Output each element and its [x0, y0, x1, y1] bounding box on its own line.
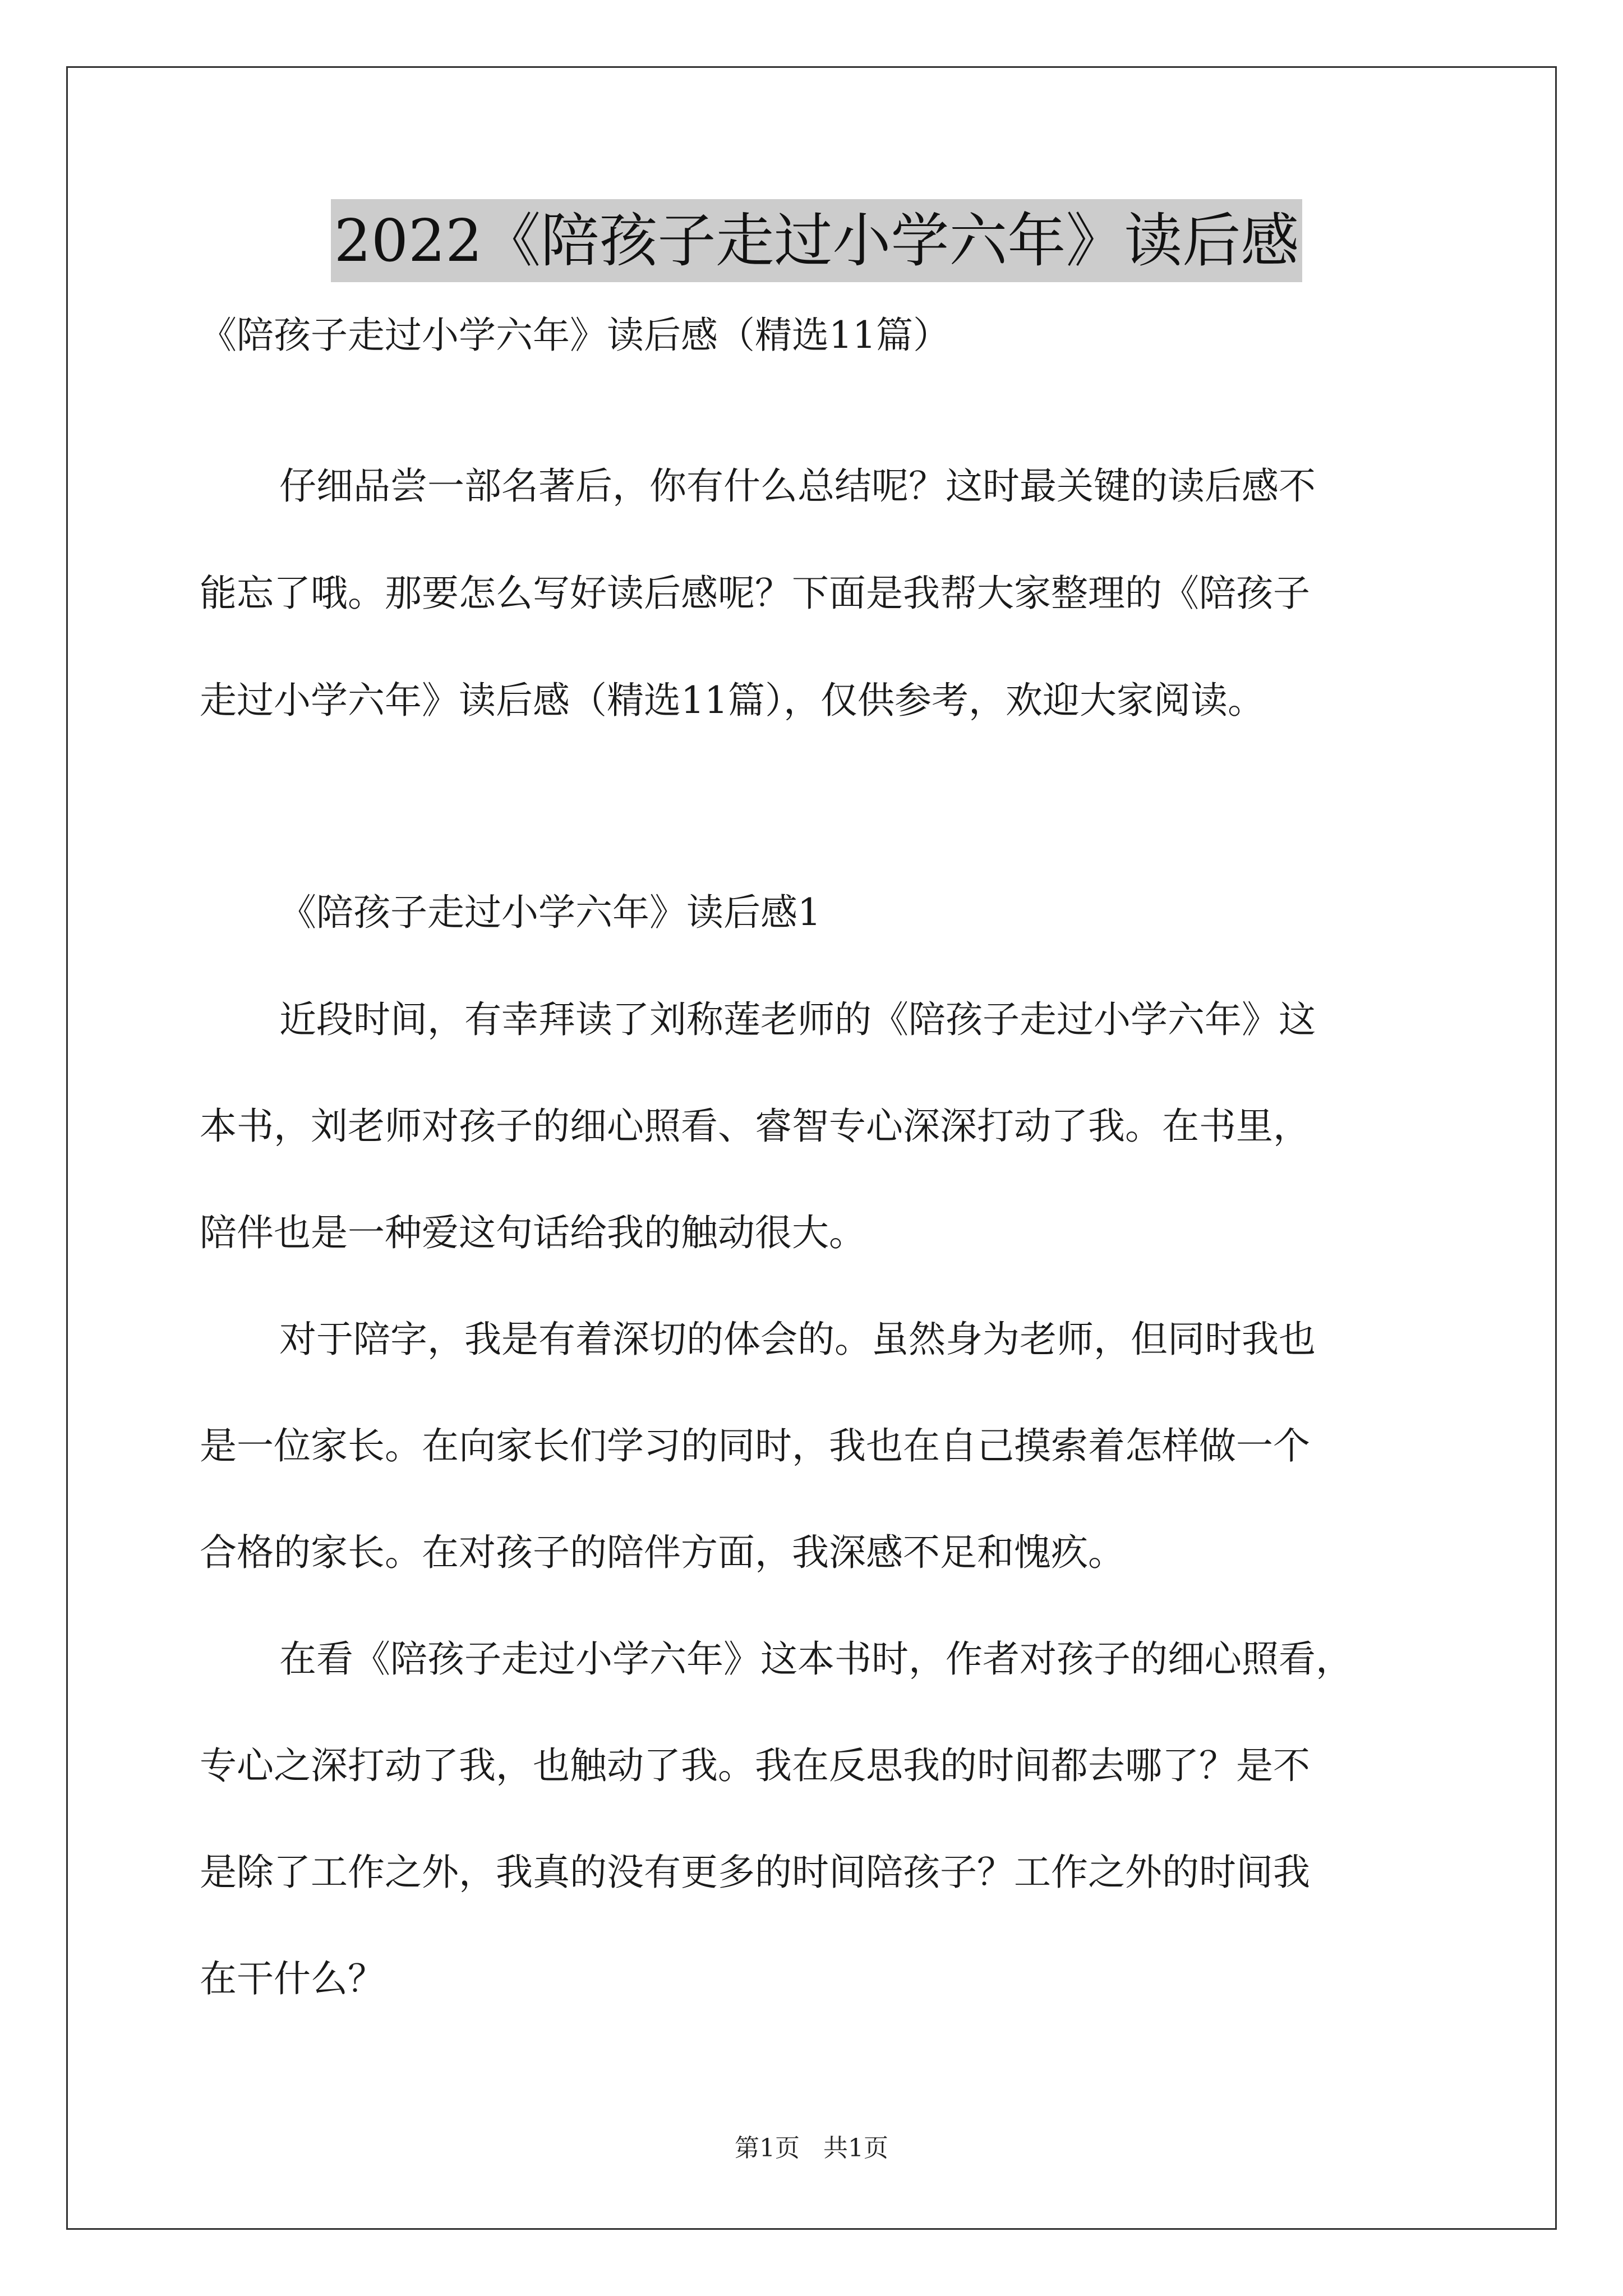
intro-line-2: 能忘了哦。那要怎么写好读后感呢？下面是我帮大家整理的《陪孩子 — [200, 572, 1310, 615]
paragraph3-line-4: 在干什么？ — [200, 1957, 385, 2000]
page-footer: 第1页 共1页 — [735, 2134, 888, 2162]
document-title: 2022《陪孩子走过小学六年》读后感 — [331, 199, 1303, 282]
paragraph3-line-2: 专心之深打动了我，也触动了我。我在反思我的时间都去哪了？是不 — [200, 1744, 1310, 1787]
document-subtitle: 《陪孩子走过小学六年》读后感（精选11篇） — [200, 314, 950, 357]
paragraph1-line-1: 近段时间，有幸拜读了刘称莲老师的《陪孩子走过小学六年》这 — [279, 998, 1316, 1041]
paragraph3-line-3: 是除了工作之外，我真的没有更多的时间陪孩子？工作之外的时间我 — [200, 1851, 1310, 1894]
intro-line-3: 走过小学六年》读后感（精选11篇），仅供参考，欢迎大家阅读。 — [200, 679, 1265, 722]
paragraph2-line-3: 合格的家长。在对孩子的陪伴方面，我深感不足和愧疚。 — [200, 1531, 1125, 1574]
intro-line-1: 仔细品尝一部名著后，你有什么总结呢？这时最关键的读后感不 — [279, 464, 1316, 508]
paragraph3-line-1: 在看《陪孩子走过小学六年》这本书时，作者对孩子的细心照看， — [279, 1637, 1353, 1681]
paragraph2-line-2: 是一位家长。在向家长们学习的同时，我也在自己摸索着怎样做一个 — [200, 1424, 1310, 1467]
paragraph1-line-2: 本书，刘老师对孩子的细心照看、睿智专心深深打动了我。在书里， — [200, 1105, 1310, 1148]
paragraph2-line-1: 对于陪字，我是有着深切的体会的。虽然身为老师，但同时我也 — [279, 1318, 1316, 1361]
section-heading: 《陪孩子走过小学六年》读后感1 — [279, 891, 821, 934]
paragraph1-line-3: 陪伴也是一种爱这句话给我的触动很大。 — [200, 1211, 866, 1254]
title-wrap — [200, 199, 1433, 282]
